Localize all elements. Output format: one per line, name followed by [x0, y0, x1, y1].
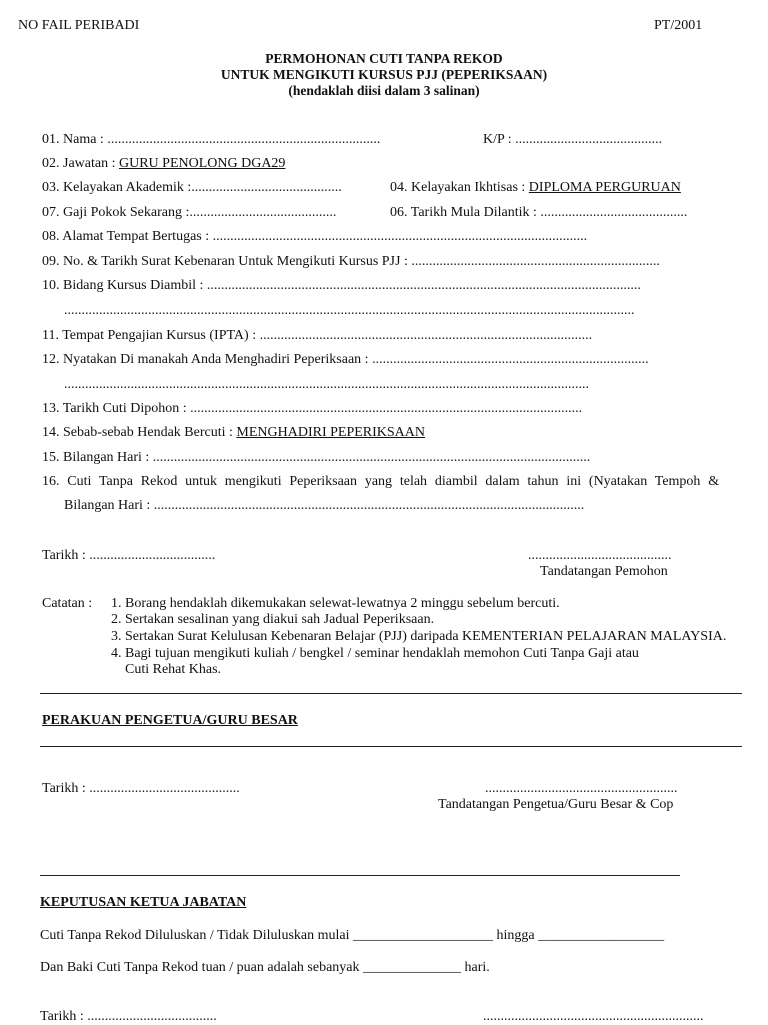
form-title: PERMOHONAN CUTI TANPA REKOD: [265, 51, 503, 66]
field-tarikh-dilantik[interactable]: 06. Tarikh Mula Dilantik : ..........................................: [390, 205, 688, 220]
field-tarikh-cuti[interactable]: 13. Tarikh Cuti Dipohon : ................................................................................................................: [42, 401, 583, 416]
note-item: 1. Borang hendaklah dikemukakan selewat-lewatnya 2 minggu sebelum bercuti.: [111, 596, 560, 611]
decision-heading: KEPUTUSAN KETUA JABATAN: [40, 895, 247, 910]
principal-heading: PERAKUAN PENGETUA/GURU BESAR: [42, 713, 298, 728]
field-sebab-bercuti[interactable]: [42, 425, 425, 441]
field-bidang-kursus[interactable]: 10. Bidang Kursus Diambil : ............................................................................................................................: [42, 278, 641, 293]
field-jawatan[interactable]: [42, 156, 285, 172]
field-jawatan-label: 02. Jawatan :: [42, 156, 119, 171]
notes-label: Catatan :: [42, 596, 93, 611]
field-kelayakan-akademik[interactable]: 03. Kelayakan Akademik :...........................................: [42, 180, 342, 195]
principal-signature-line[interactable]: .......................................................: [485, 781, 678, 796]
field-jawatan-value: GURU PENOLONG DGA29: [118, 156, 286, 171]
applicant-date[interactable]: Tarikh : ....................................: [42, 548, 216, 563]
note-item: 3. Sertakan Surat Kelulusan Kebenaran Belajar (PJJ) daripada KEMENTERIAN PELAJARAN MALAYSIA.: [111, 629, 727, 644]
field-kelayakan-ikhtisas[interactable]: [390, 180, 681, 196]
field-gaji-pokok[interactable]: 07. Gaji Pokok Sekarang :..........................................: [42, 205, 337, 220]
field-sebab-value: MENGHADIRI PEPERIKSAAN: [236, 425, 426, 440]
field-tempat-peperiksaan-cont[interactable]: ......................................................................................................................................................: [64, 377, 589, 392]
field-kp[interactable]: K/P : ..........................................: [483, 132, 663, 147]
field-ikhtisas-value: DIPLOMA PERGURUAN: [528, 180, 681, 195]
form-instruction: (hendaklah diisi dalam 3 salinan): [288, 83, 480, 98]
field-bidang-kursus-cont[interactable]: ...................................................................................................................................................................: [64, 303, 635, 318]
decision-approval-line[interactable]: Cuti Tanpa Rekod Diluluskan / Tidak Diluluskan mulai ____________________ hingga __________________: [40, 928, 665, 943]
field-bilangan-hari[interactable]: 15. Bilangan Hari : .............................................................................................................................: [42, 450, 591, 465]
note-item: 2. Sertakan sesalinan yang diakui sah Jadual Peperiksaan.: [111, 612, 435, 627]
file-number-label: NO FAIL PERIBADI: [18, 18, 140, 33]
field-cuti-diambil-hari[interactable]: Bilangan Hari : ...........................................................................................................................: [64, 498, 585, 513]
divider-line: [40, 693, 742, 694]
field-ikhtisas-label: 04. Kelayakan Ikhtisas :: [390, 180, 529, 195]
applicant-signature-label: Tandatangan Pemohon: [540, 564, 668, 579]
decision-signature-line[interactable]: ...............................................................: [483, 1009, 704, 1024]
divider-line: [40, 875, 680, 876]
field-tempat-peperiksaan[interactable]: 12. Nyatakan Di manakah Anda Menghadiri Peperiksaan : ...............................................................................: [42, 352, 649, 367]
field-nama[interactable]: 01. Nama : ..............................................................................: [42, 132, 381, 147]
form-subtitle: UNTUK MENGIKUTI KURSUS PJJ (PEPERIKSAAN): [220, 67, 548, 82]
field-surat-kebenaran[interactable]: 09. No. & Tarikh Surat Kebenaran Untuk Mengikuti Kursus PJJ : .......................................................................: [42, 254, 660, 269]
field-sebab-label: 14. Sebab-sebab Hendak Bercuti :: [42, 425, 237, 440]
principal-signature-label: Tandatangan Pengetua/Guru Besar & Cop: [438, 797, 674, 812]
principal-date[interactable]: Tarikh : ...........................................: [42, 781, 240, 796]
applicant-signature-line[interactable]: .........................................: [528, 548, 672, 563]
form-code: PT/2001: [654, 18, 703, 33]
note-item-cont: Cuti Rehat Khas.: [125, 662, 222, 677]
field-cuti-diambil: 16. Cuti Tanpa Rekod untuk mengikuti Peperiksaan yang telah diambil dalam tahun ini (Nyatakan Tempoh &: [42, 474, 720, 489]
field-tempat-pengajian[interactable]: 11. Tempat Pengajian Kursus (IPTA) : ...............................................................................................: [42, 328, 593, 343]
divider-line: [40, 746, 742, 747]
decision-date[interactable]: Tarikh : .....................................: [40, 1009, 217, 1024]
note-item: 4. Bagi tujuan mengikuti kuliah / bengkel / seminar hendaklah memohon Cuti Tanpa Gaji atau: [111, 646, 639, 661]
field-alamat[interactable]: 08. Alamat Tempat Bertugas : ...........................................................................................................: [42, 229, 588, 244]
decision-balance-line[interactable]: Dan Baki Cuti Tanpa Rekod tuan / puan adalah sebanyak ______________ hari.: [40, 960, 490, 975]
